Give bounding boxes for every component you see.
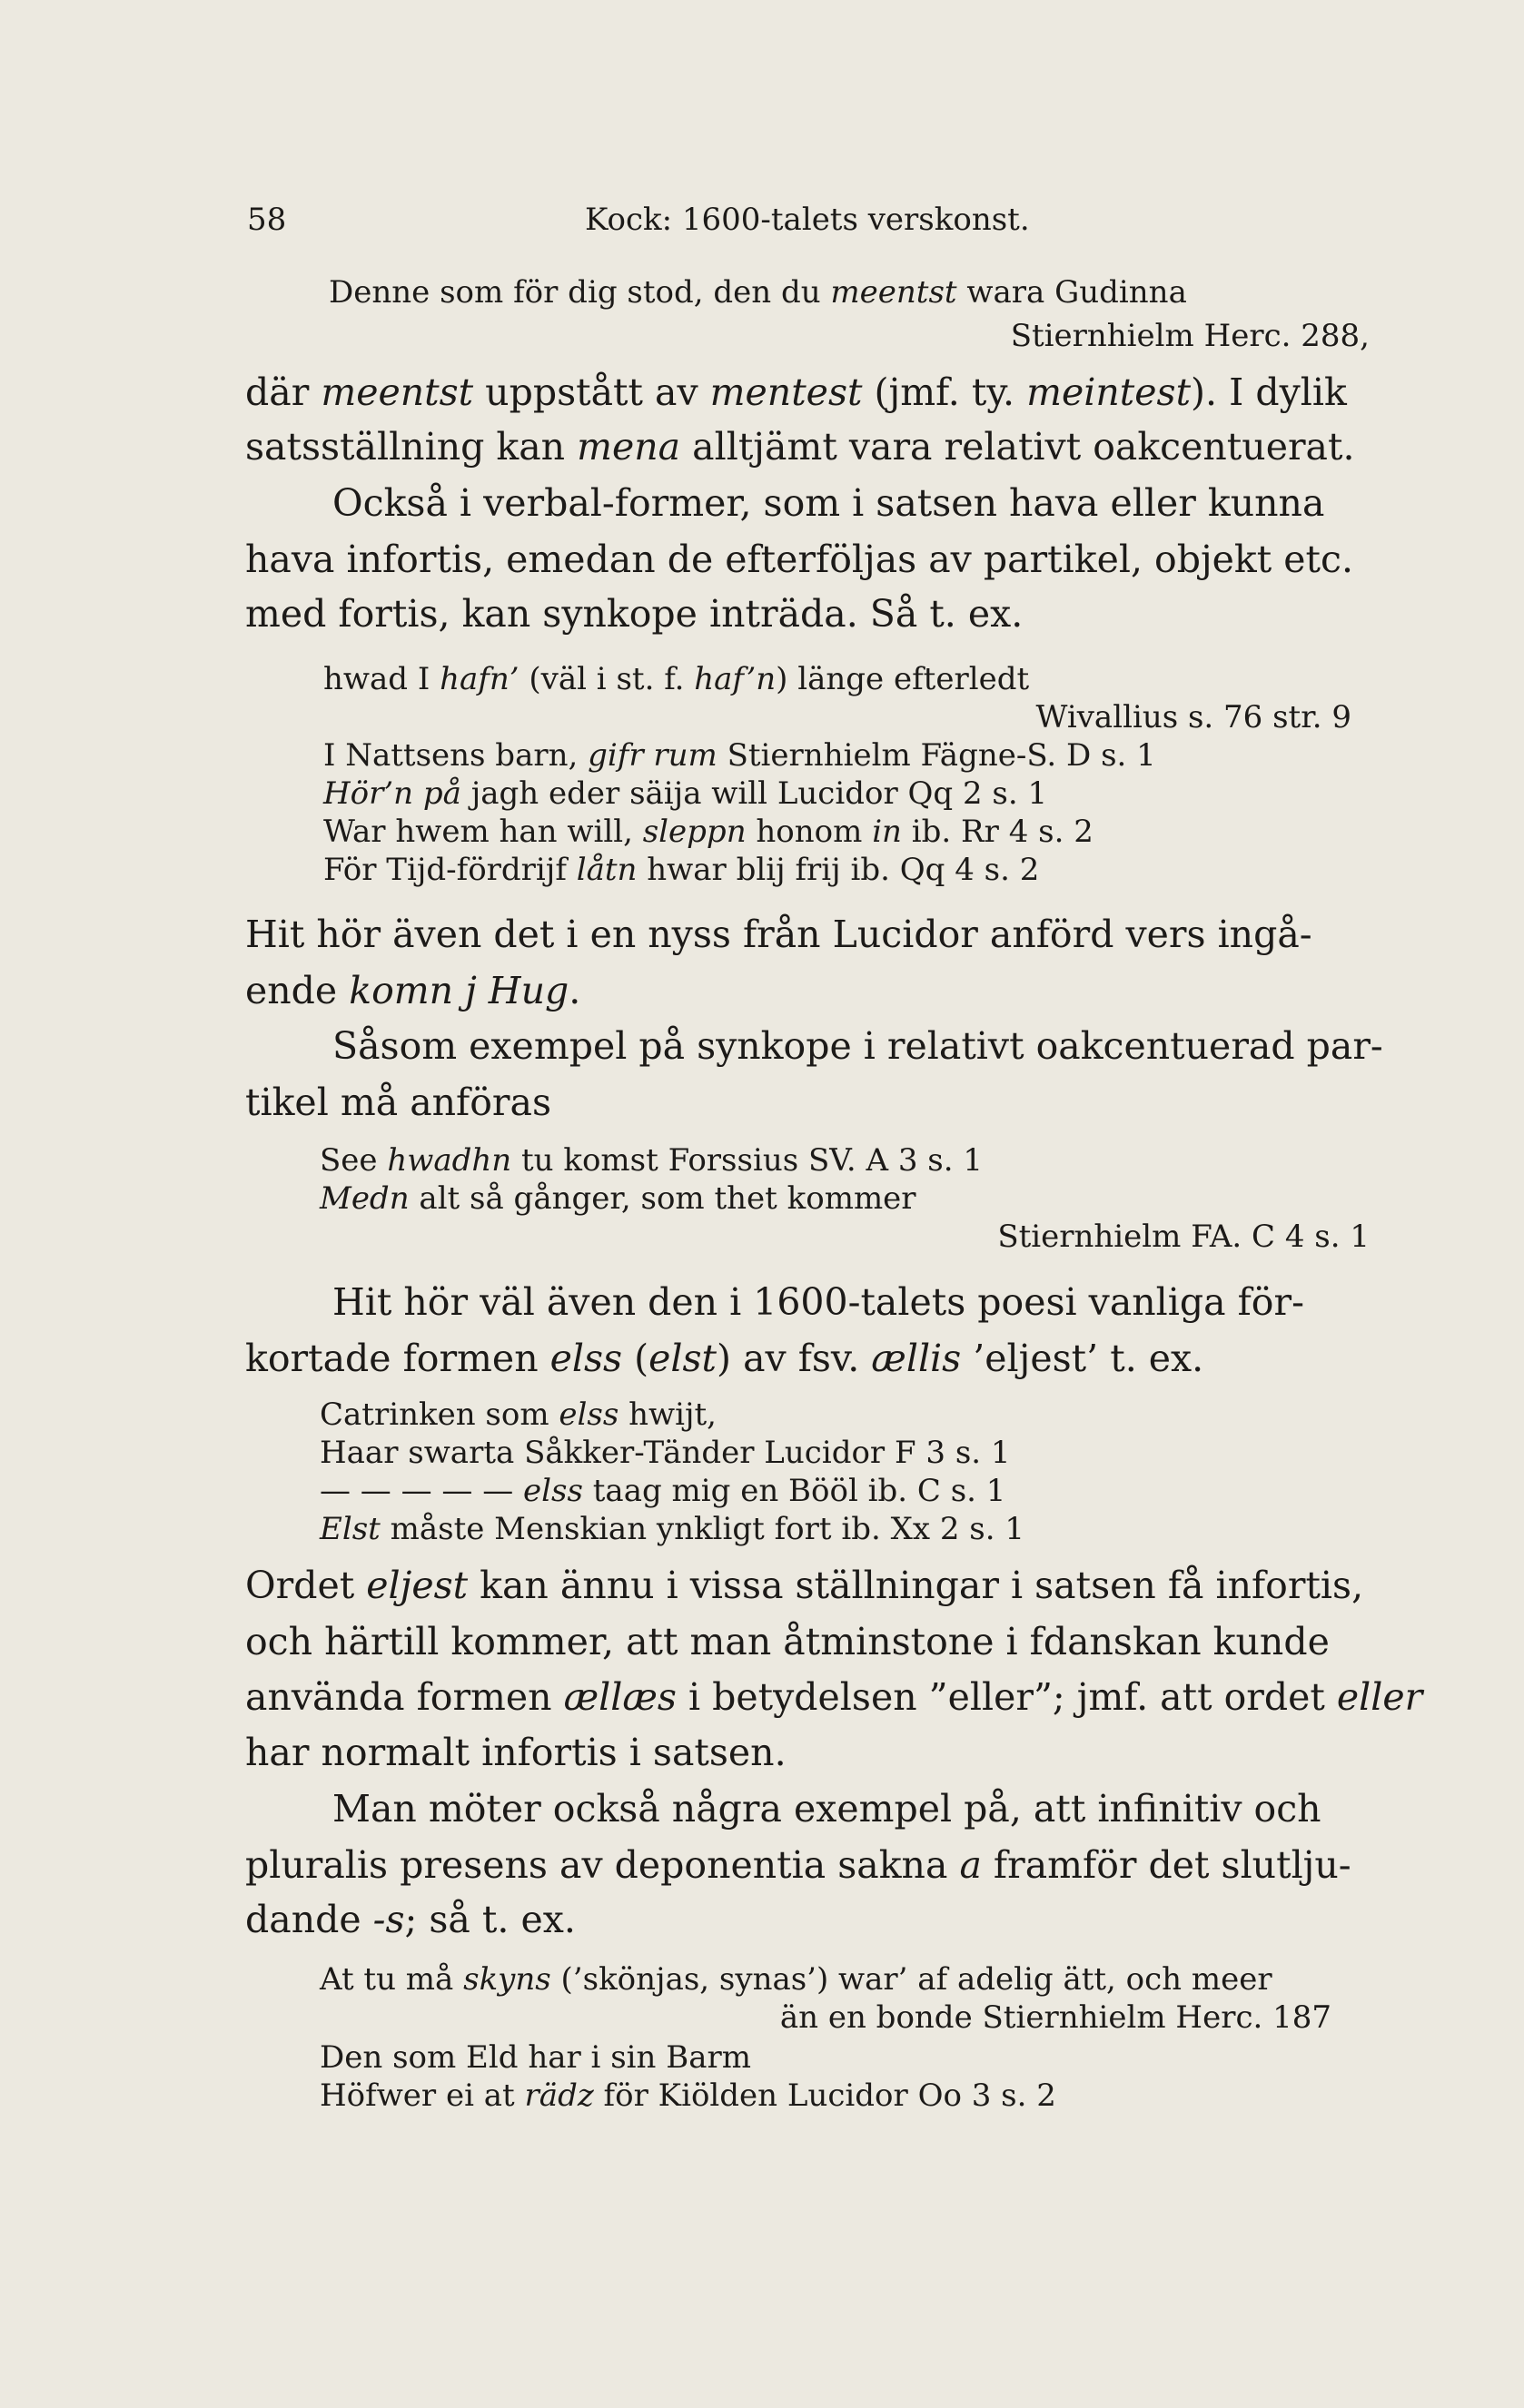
body-line: använda formen ællæs i betydelsen ”eller”; jmf. att ordet eller <box>245 1675 1423 1719</box>
body-line: med fortis, kan synkope inträda. Så t. ex. <box>245 592 1024 636</box>
body-line: satsställning kan mena alltjämt vara relativt oakcentuerat. <box>245 425 1355 469</box>
quote-line: Hör’n på jagh eder säija will Lucidor Qq 2 s. 1 <box>323 775 1048 812</box>
body-line: Man möter också några exempel på, att infinitiv och <box>332 1787 1321 1831</box>
body-line: tikel må anföras <box>245 1081 551 1124</box>
page-number: 58 <box>247 202 287 238</box>
quote-line: hwad I hafn’ (väl i st. f. haf’n) länge efterledt <box>323 661 1030 697</box>
body-line: kortade formen elss (elst) av fsv. ællis ’eljest’ t. ex. <box>245 1337 1204 1380</box>
body-line: dande -s; så t. ex. <box>245 1898 576 1941</box>
quote-line: Medn alt så gånger, som thet kommer <box>320 1180 916 1217</box>
body-line: där meentst uppstått av mentest (jmf. ty. meintest). I dylik <box>245 370 1347 414</box>
body-line: Också i verbal-former, som i satsen hava eller kunna <box>332 481 1325 525</box>
body-line: Ordet eljest kan ännu i vissa ställningar i satsen få infortis, <box>245 1564 1364 1607</box>
quote-source: Stiernhielm FA. C 4 s. 1 <box>997 1219 1370 1255</box>
quote-line: I Nattsens barn, gifr rum Stiernhielm Fägne-S. D s. 1 <box>323 737 1156 774</box>
quote-line: För Tijd-fördrijf låtn hwar blij frij ib. Qq 4 s. 2 <box>323 852 1040 888</box>
quote-line: Elst måste Menskian ynkligt fort ib. Xx 2 s. 1 <box>320 1511 1024 1547</box>
quote-source: Wivallius s. 76 str. 9 <box>1035 699 1351 735</box>
page-header <box>247 202 1391 247</box>
body-line: och härtill kommer, att man åtminstone i fdanskan kunde <box>245 1620 1330 1663</box>
quote-line: See hwadhn tu komst Forssius SV. A 3 s. 1 <box>320 1142 983 1179</box>
running-title: Kock: 1600-talets verskonst. <box>585 202 1030 238</box>
quote-line: — — — — — elss taag mig en Bööl ib. C s. 1 <box>320 1473 1006 1509</box>
quote-line: War hwem han will, sleppn honom in ib. Rr 4 s. 2 <box>323 814 1094 850</box>
quote-source: Stiernhielm Herc. 288, <box>1010 318 1370 354</box>
body-line: ende komn j Hug. <box>245 969 581 1012</box>
body-line: har normalt infortis i satsen. <box>245 1731 787 1774</box>
body-line: pluralis presens av deponentia sakna a framför det slutlju- <box>245 1843 1351 1887</box>
body-line: hava infortis, emedan de efterföljas av partikel, objekt etc. <box>245 538 1354 581</box>
quote-line: Den som Eld har i sin Barm <box>320 2039 752 2076</box>
quote-line: Haar swarta Såkker-Tänder Lucidor F 3 s. 1 <box>320 1435 1011 1471</box>
quote-line: At tu må skyns (’skönjas, synas’) war’ af adelig ätt, och meer <box>320 1961 1272 1998</box>
body-line: Såsom exempel på synkope i relativt oakcentuerad par- <box>332 1024 1383 1068</box>
quote-line: Catrinken som elss hwijt, <box>320 1396 717 1433</box>
quote-line: Höfwer ei at rädz för Kiölden Lucidor Oo 3 s. 2 <box>320 2077 1056 2114</box>
body-line: Hit hör väl även den i 1600-talets poesi vanliga för- <box>332 1280 1304 1324</box>
quote-source: än en bonde Stiernhielm Herc. 187 <box>779 1999 1331 2036</box>
quote-line: Denne som för dig stod, den du meentst wara Gudinna <box>329 274 1187 311</box>
body-line: Hit hör även det i en nyss från Lucidor anförd vers ingå- <box>245 913 1312 956</box>
